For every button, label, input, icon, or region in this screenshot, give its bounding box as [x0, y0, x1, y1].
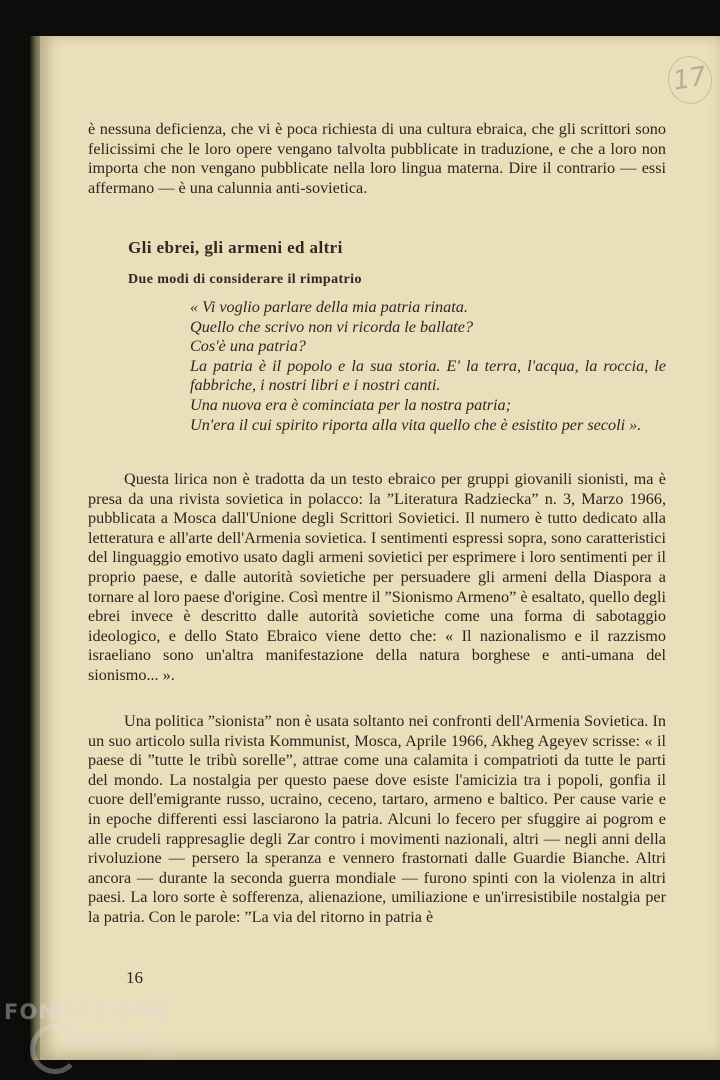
paragraph-text: Una politica ”sionista” non è usata soltanto nei confronti dell'Armenia Sovietica. In un suo articolo sulla rivista Kommunist, Mosca, Aprile 1966, Akheg Ageyev scrisse: « il paese di ”tutte le tribù sorelle”, attrae come una calamita i compatrioti da tutte le parti del mondo. La nostalgia per questo paese dove esiste l'amicizia tra i popoli, gonfia il cuore dell'emigrante russo, ucraino, ceceno, tartaro, armeno e baltico. Per cause varie e in epoche differenti essi lasciarono la patria. Alcuni lo fecero per sfuggire ai pogrom e alle crudeli rappresaglie degli Zar contro i movimenti nazionali, altri — negli anni della rivoluzione — persero la speranza e vennero frastornati dalle Guardie Bianche. Altri ancora — durante la seconda guerra mondiale — furono spinti con la violenza in altri paesi. La loro sorte è sofferenza, alienazione, umiliazione e un'irresistibile nostalgia per la patria. Con le parole: ”La via del ritorno in patria è — [88, 712, 666, 926]
handwritten-page-mark: 17 — [664, 53, 716, 108]
paragraph-text: è nessuna deficienza, che vi è poca richiesta di una cultura ebraica, che gli scrittori sono felicissimi che le loro opere vengano talvolta pubblicate in traduzione, e che a loro non importa che non vengano pubblicate nella loro lingua materna. Dire il contrario — essi affermano — è una calunnia anti-sovietica. — [88, 120, 666, 197]
paragraph-body — [88, 712, 666, 928]
poem-line: Quello che scrivo non vi ricorda le ballate? — [190, 317, 474, 336]
paragraph-text: Questa lirica non è tradotta da un testo ebraico per gruppi giovanili sionisti, ma è presa da una rivista sovietica in polacco: la ”Literatura Radziecka” n. 3, Marzo 1966, pubblicata a Mosca dall'Unione degli Scrittori Sovietici. Il numero è tutto dedicato alla letteratura e all'arte dell'Armenia sovietica. I sentimenti espressi sopra, sono caratteristici del linguaggio emotivo usato dagli armeni sovietici per esprimere i loro sentimenti per il proprio paese, e dalle autorità sovietiche per persuadere gli armeni della Diaspora a tornare al loro paese d'origine. Così mentre il ”Sionismo Armeno” è esaltato, quello degli ebrei invece è descritto dalle autorità sovietiche come una forma di sabotaggio ideologico, e dello Stato Ebraico viene detto che: « Il nazionalismo e il razzismo israeliano sono un'altra manifestazione della natura borghese e anti-umana del sionismo... ». — [88, 470, 666, 684]
paragraph-body — [88, 470, 666, 686]
page-number: 16 — [126, 968, 143, 987]
poem-line: « Vi voglio parlare della mia patria rinata. — [190, 298, 468, 316]
poem-line: Un'era il cui spirito riporta alla vita quello che è esistito per secoli ». — [190, 415, 642, 434]
watermark-line3: onlus — [148, 1050, 175, 1061]
watermark-line2: RAMSCI — [64, 1026, 162, 1050]
poem-line: La patria è il popolo e la sua storia. E' la terra, l'acqua, la roccia, le fabbriche, i nostri libri e i nostri canti. — [190, 356, 666, 395]
fondazione-gramsci-watermark — [4, 1000, 204, 1076]
paragraph-continuation — [88, 120, 666, 198]
poem-line: Una nuova era è cominciata per la nostra patria; — [190, 395, 512, 414]
watermark-line1: FONDAZIONE — [4, 1000, 171, 1024]
poem-quote — [190, 298, 666, 435]
section-heading: Gli ebrei, gli armeni ed altri — [128, 238, 343, 257]
section-subheading: Due modi di considerare il rimpatrio — [128, 272, 362, 287]
poem-line: Cos'è una patria? — [190, 337, 306, 356]
